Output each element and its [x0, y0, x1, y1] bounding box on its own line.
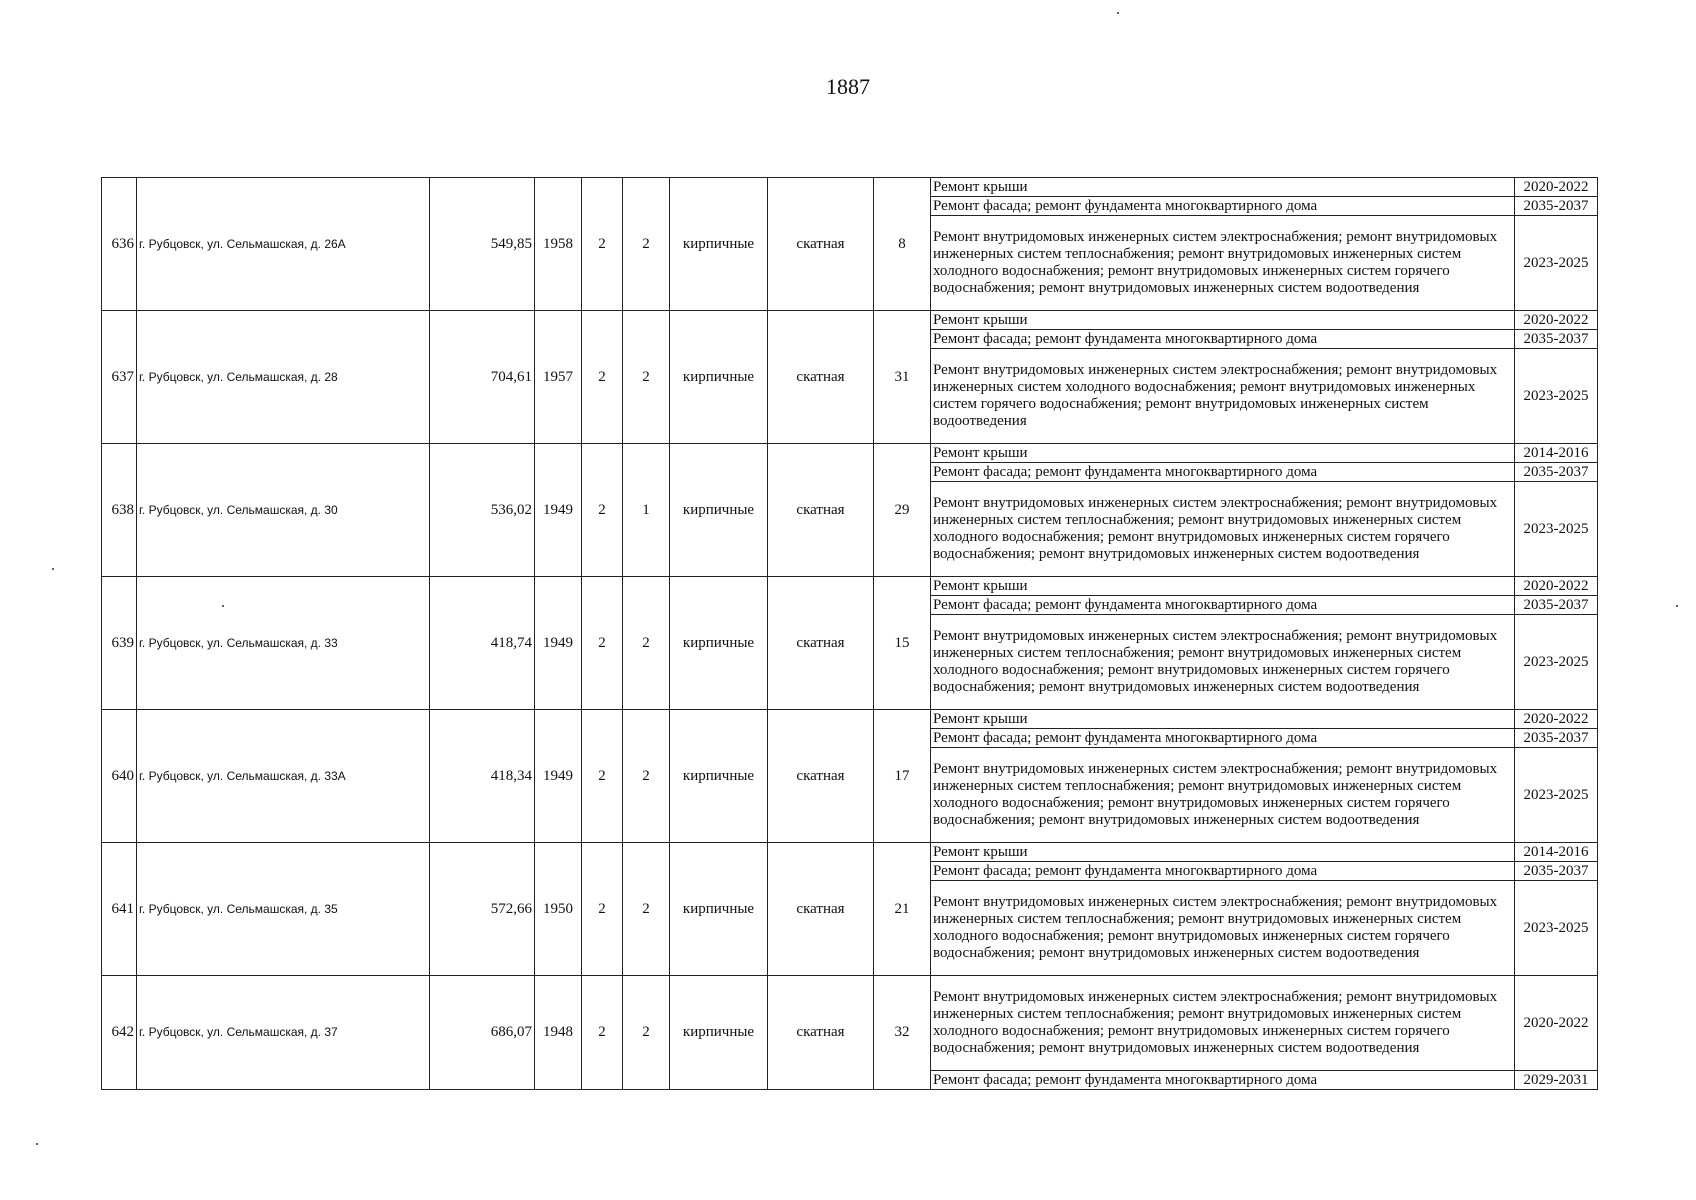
floor-count: 2 — [582, 178, 623, 311]
house-area: 704,61 — [430, 311, 535, 444]
house-address: г. Рубцовск, ул. Сельмашская, д. 26А — [137, 178, 430, 311]
roof-type: скатная — [768, 843, 874, 976]
wall-material: кирпичные — [670, 444, 768, 577]
construction-year: 1949 — [535, 710, 582, 843]
table-row — [102, 577, 1598, 596]
house-number: 640 — [102, 710, 137, 843]
scan-speck — [52, 568, 54, 570]
floor-count: 2 — [582, 577, 623, 710]
repair-work: Ремонт крыши — [931, 311, 1515, 330]
apartment-count: 29 — [874, 444, 931, 577]
repair-work: Ремонт фасада; ремонт фундамента многоквартирного дома — [931, 463, 1515, 482]
entrance-count: 2 — [623, 843, 670, 976]
house-address: г. Рубцовск, ул. Сельмашская, д. 33 — [137, 577, 430, 710]
house-number: 639 — [102, 577, 137, 710]
roof-type: скатная — [768, 178, 874, 311]
repair-work: Ремонт фасада; ремонт фундамента многоквартирного дома — [931, 1071, 1515, 1090]
entrance-count: 2 — [623, 311, 670, 444]
entrance-count: 2 — [623, 710, 670, 843]
house-number: 642 — [102, 976, 137, 1090]
repair-work: Ремонт крыши — [931, 444, 1515, 463]
floor-count: 2 — [582, 976, 623, 1090]
construction-year: 1958 — [535, 178, 582, 311]
repair-work: Ремонт внутридомовых инженерных систем электроснабжения; ремонт внутридомовых инженерных систем теплоснабжения; ремонт внутридомовых инженерных систем холодного водоснабжения; ремонт внутридомовых инженерных систем горячего водоснабжения; ремонт внутридомовых инженерных систем водоотведения — [931, 881, 1515, 976]
scan-speck — [222, 605, 224, 607]
repair-work: Ремонт крыши — [931, 843, 1515, 862]
repair-period: 2035-2037 — [1515, 596, 1598, 615]
wall-material: кирпичные — [670, 710, 768, 843]
repair-period: 2035-2037 — [1515, 330, 1598, 349]
construction-year: 1949 — [535, 577, 582, 710]
floor-count: 2 — [582, 710, 623, 843]
roof-type: скатная — [768, 976, 874, 1090]
repair-period: 2020-2022 — [1515, 710, 1598, 729]
house-area: 549,85 — [430, 178, 535, 311]
apartment-count: 17 — [874, 710, 931, 843]
apartment-count: 8 — [874, 178, 931, 311]
repair-period: 2023-2025 — [1515, 881, 1598, 976]
house-area: 536,02 — [430, 444, 535, 577]
house-address: г. Рубцовск, ул. Сельмашская, д. 28 — [137, 311, 430, 444]
repair-period: 2023-2025 — [1515, 615, 1598, 710]
repair-work: Ремонт крыши — [931, 178, 1515, 197]
apartment-count: 21 — [874, 843, 931, 976]
house-number: 637 — [102, 311, 137, 444]
repair-period: 2020-2022 — [1515, 976, 1598, 1071]
entrance-count: 2 — [623, 976, 670, 1090]
roof-type: скатная — [768, 577, 874, 710]
construction-year: 1948 — [535, 976, 582, 1090]
repair-period: 2023-2025 — [1515, 748, 1598, 843]
repair-work: Ремонт фасада; ремонт фундамента многоквартирного дома — [931, 729, 1515, 748]
house-number: 641 — [102, 843, 137, 976]
repair-work: Ремонт внутридомовых инженерных систем электроснабжения; ремонт внутридомовых инженерных систем теплоснабжения; ремонт внутридомовых инженерных систем холодного водоснабжения; ремонт внутридомовых инженерных систем горячего водоснабжения; ремонт внутридомовых инженерных систем водоотведения — [931, 615, 1515, 710]
entrance-count: 2 — [623, 178, 670, 311]
house-area: 418,34 — [430, 710, 535, 843]
house-address: г. Рубцовск, ул. Сельмашская, д. 35 — [137, 843, 430, 976]
repair-period: 2014-2016 — [1515, 843, 1598, 862]
construction-year: 1950 — [535, 843, 582, 976]
repair-work: Ремонт фасада; ремонт фундамента многоквартирного дома — [931, 330, 1515, 349]
house-number: 636 — [102, 178, 137, 311]
construction-year: 1957 — [535, 311, 582, 444]
house-area: 572,66 — [430, 843, 535, 976]
house-address: г. Рубцовск, ул. Сельмашская, д. 37 — [137, 976, 430, 1090]
repair-work: Ремонт внутридомовых инженерных систем электроснабжения; ремонт внутридомовых инженерных систем холодного водоснабжения; ремонт внутридомовых инженерных систем горячего водоснабжения; ремонт внутридомовых инженерных систем водоотведения — [931, 349, 1515, 444]
scan-speck — [1117, 12, 1119, 14]
repair-period: 2020-2022 — [1515, 311, 1598, 330]
wall-material: кирпичные — [670, 843, 768, 976]
floor-count: 2 — [582, 311, 623, 444]
repair-period: 2035-2037 — [1515, 197, 1598, 216]
wall-material: кирпичные — [670, 311, 768, 444]
table-row — [102, 311, 1598, 330]
table-row — [102, 843, 1598, 862]
repair-period: 2035-2037 — [1515, 729, 1598, 748]
repair-period: 2029-2031 — [1515, 1071, 1598, 1090]
repair-period: 2035-2037 — [1515, 862, 1598, 881]
repair-period: 2023-2025 — [1515, 216, 1598, 311]
house-number: 638 — [102, 444, 137, 577]
house-area: 686,07 — [430, 976, 535, 1090]
floor-count: 2 — [582, 444, 623, 577]
repair-period: 2020-2022 — [1515, 178, 1598, 197]
wall-material: кирпичные — [670, 577, 768, 710]
repair-work: Ремонт фасада; ремонт фундамента многоквартирного дома — [931, 197, 1515, 216]
roof-type: скатная — [768, 710, 874, 843]
repair-period: 2020-2022 — [1515, 577, 1598, 596]
scan-speck — [1676, 605, 1678, 607]
house-address: г. Рубцовск, ул. Сельмашская, д. 30 — [137, 444, 430, 577]
wall-material: кирпичные — [670, 178, 768, 311]
table-row — [102, 178, 1598, 197]
apartment-count: 32 — [874, 976, 931, 1090]
apartment-count: 31 — [874, 311, 931, 444]
housing-table — [101, 177, 1598, 1090]
repair-period: 2023-2025 — [1515, 349, 1598, 444]
house-address: г. Рубцовск, ул. Сельмашская, д. 33А — [137, 710, 430, 843]
table-row — [102, 710, 1598, 729]
repair-work: Ремонт фасада; ремонт фундамента многоквартирного дома — [931, 596, 1515, 615]
roof-type: скатная — [768, 311, 874, 444]
table-row — [102, 444, 1598, 463]
repair-period: 2035-2037 — [1515, 463, 1598, 482]
repair-work: Ремонт крыши — [931, 710, 1515, 729]
floor-count: 2 — [582, 843, 623, 976]
repair-work: Ремонт крыши — [931, 577, 1515, 596]
repair-work: Ремонт фасада; ремонт фундамента многоквартирного дома — [931, 862, 1515, 881]
scan-speck — [36, 1143, 38, 1145]
entrance-count: 2 — [623, 577, 670, 710]
wall-material: кирпичные — [670, 976, 768, 1090]
repair-work: Ремонт внутридомовых инженерных систем электроснабжения; ремонт внутридомовых инженерных систем теплоснабжения; ремонт внутридомовых инженерных систем холодного водоснабжения; ремонт внутридомовых инженерных систем горячего водоснабжения; ремонт внутридомовых инженерных систем водоотведения — [931, 748, 1515, 843]
repair-work: Ремонт внутридомовых инженерных систем электроснабжения; ремонт внутридомовых инженерных систем теплоснабжения; ремонт внутридомовых инженерных систем холодного водоснабжения; ремонт внутридомовых инженерных систем горячего водоснабжения; ремонт внутридомовых инженерных систем водоотведения — [931, 216, 1515, 311]
repair-period: 2014-2016 — [1515, 444, 1598, 463]
repair-period: 2023-2025 — [1515, 482, 1598, 577]
construction-year: 1949 — [535, 444, 582, 577]
page-number: 1887 — [826, 74, 870, 99]
entrance-count: 1 — [623, 444, 670, 577]
apartment-count: 15 — [874, 577, 931, 710]
house-area: 418,74 — [430, 577, 535, 710]
roof-type: скатная — [768, 444, 874, 577]
repair-work: Ремонт внутридомовых инженерных систем электроснабжения; ремонт внутридомовых инженерных систем теплоснабжения; ремонт внутридомовых инженерных систем холодного водоснабжения; ремонт внутридомовых инженерных систем горячего водоснабжения; ремонт внутридомовых инженерных систем водоотведения — [931, 482, 1515, 577]
repair-work: Ремонт внутридомовых инженерных систем электроснабжения; ремонт внутридомовых инженерных систем теплоснабжения; ремонт внутридомовых инженерных систем холодного водоснабжения; ремонт внутридомовых инженерных систем горячего водоснабжения; ремонт внутридомовых инженерных систем водоотведения — [931, 976, 1515, 1071]
table-row — [102, 976, 1598, 1071]
